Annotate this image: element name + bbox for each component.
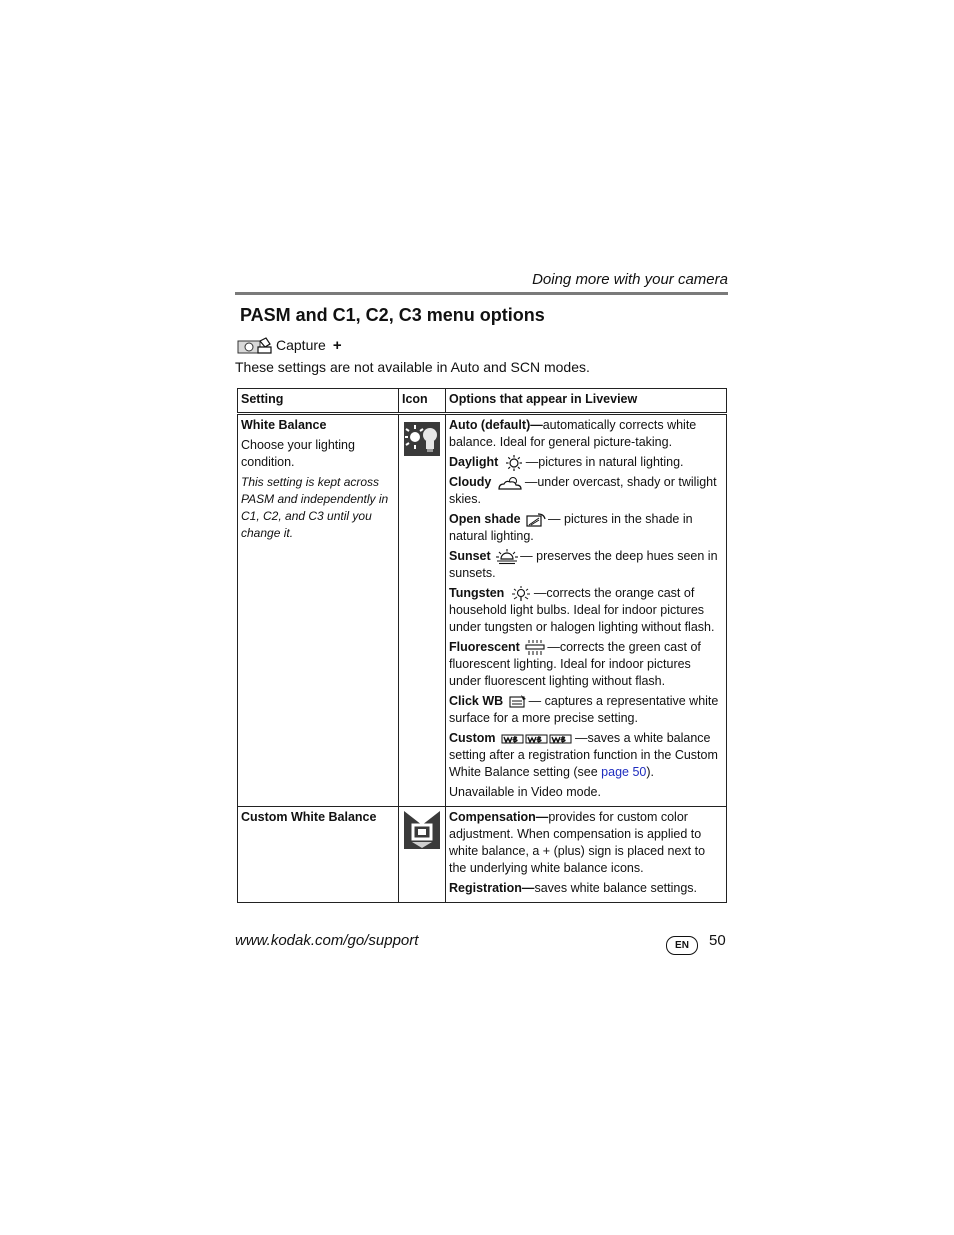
header-options: Options that appear in Liveview: [446, 389, 727, 414]
option-label: Registration—: [449, 881, 535, 895]
custom-wb-icons: [501, 733, 573, 745]
option-compensation: [449, 809, 723, 877]
capture-mode-icon: [236, 335, 272, 355]
custom-white-balance-icon: [404, 811, 440, 849]
header-setting: Setting: [238, 389, 399, 414]
option-label: Custom: [449, 731, 496, 745]
cloudy-icon: [497, 475, 523, 491]
option-custom: [449, 730, 723, 781]
intro-text: These settings are not available in Auto and SCN modes.: [235, 359, 590, 375]
option-auto: [449, 417, 723, 451]
option-sunset: [449, 548, 723, 582]
running-header: Doing more with your camera: [532, 271, 728, 288]
option-text: provides for custom color adjustment. When compensation is applied to white balance, a + (plus) sign is placed next to the underlying white balance icons.: [449, 810, 706, 875]
icon-cell: [399, 807, 446, 903]
table-header-row: [238, 389, 727, 414]
option-label: Fluorescent: [449, 640, 520, 654]
sunset-icon: [496, 549, 518, 565]
option-label: Click WB: [449, 694, 504, 708]
option-text: — pictures in the shade in natural lighting.: [449, 512, 693, 543]
option-unavailable: Unavailable in Video mode.: [449, 785, 601, 799]
option-tungsten: [449, 585, 723, 636]
option-label: Open shade: [449, 512, 521, 526]
option-text: —corrects the green cast of fluorescent lighting. Ideal for indoor pictures under fluorescent lighting without flash.: [449, 640, 701, 688]
option-text: —under overcast, shady or twilight skies.: [449, 475, 717, 506]
footer-url[interactable]: www.kodak.com/go/support: [235, 932, 419, 949]
page-link[interactable]: page 50: [601, 765, 647, 779]
nav-path: [236, 335, 342, 355]
option-cloudy: [449, 474, 723, 508]
page-number: 50: [709, 932, 726, 949]
setting-name: White Balance: [241, 418, 327, 432]
setting-cell: [238, 414, 399, 807]
table-row-custom-white-balance: [238, 807, 727, 903]
option-label: Sunset: [449, 549, 491, 563]
option-daylight: [449, 454, 723, 471]
option-fluorescent: [449, 639, 723, 690]
option-text: — captures a representative white surface for a more precise setting.: [449, 694, 719, 725]
option-label: Cloudy: [449, 475, 492, 489]
option-click-wb: [449, 693, 723, 727]
option-label: Auto (default)—: [449, 418, 543, 432]
setting-name: Custom White Balance: [241, 810, 377, 824]
language-badge: EN: [666, 936, 698, 955]
option-label: Tungsten: [449, 586, 505, 600]
daylight-icon: [504, 455, 524, 471]
nav-plus: +: [332, 336, 342, 354]
icon-cell: [399, 414, 446, 807]
header-icon: Icon: [399, 389, 446, 414]
options-cell: [446, 414, 727, 807]
option-text: —corrects the orange cast of household light bulbs. Ideal for indoor pictures under tungsten or halogen lighting without flash.: [449, 586, 715, 634]
tungsten-icon: [510, 586, 532, 602]
nav-label: Capture: [276, 337, 326, 353]
option-text: automatically corrects white balance. Ideal for general picture-taking.: [449, 418, 697, 449]
option-text: saves white balance settings.: [534, 881, 698, 895]
setting-cell: [238, 807, 399, 903]
option-text: —saves a white balance setting after a registration function in the Custom White Balance setting (see: [449, 731, 718, 779]
option-label: Daylight: [449, 455, 499, 469]
option-label: Compensation—: [449, 810, 549, 824]
open-shade-icon: [526, 513, 546, 527]
setting-description: Choose your lighting condition.: [241, 438, 355, 469]
fluorescent-icon: [525, 640, 545, 656]
option-open-shade: [449, 511, 723, 545]
option-registration: [449, 880, 723, 897]
options-cell: [446, 807, 727, 903]
settings-table: [237, 388, 727, 903]
page-title: PASM and C1, C2, C3 menu options: [240, 305, 545, 325]
click-wb-icon: [509, 695, 527, 709]
option-text-after: ).: [646, 765, 654, 779]
setting-note: This setting is kept across PASM and independently in C1, C2, and C3 until you change it.: [241, 475, 389, 540]
option-text: —pictures in natural lighting.: [525, 455, 684, 469]
header-rule: [235, 292, 728, 295]
option-text: — preserves the deep hues seen in sunsets.: [449, 549, 718, 580]
white-balance-icon: [404, 422, 440, 456]
table-row-white-balance: [238, 414, 727, 807]
